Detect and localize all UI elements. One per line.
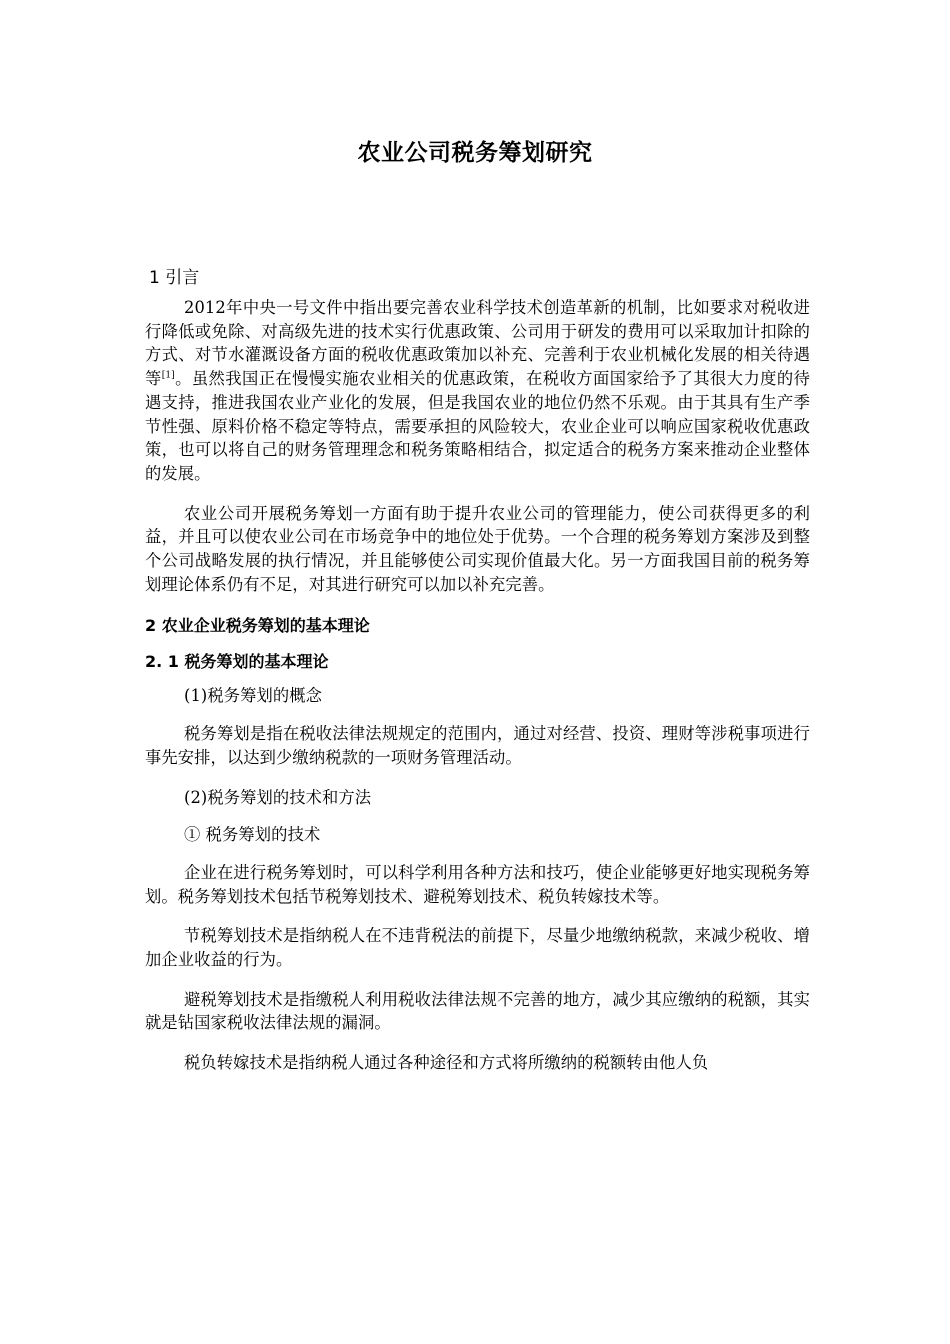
intro-paragraph-1-continued: 。虽然我国正在慢慢实施农业相关的优惠政策，在税收方面国家给予了其很大力度的待遇支持，推进我国农业产业化的发展，但是我国农业的地位仍然不乐观。由于其具有生产季节性强、原料价格不稳定等特点，需要承担的风险较大，农业企业可以响应国家税收优惠政策，也可以将自己的财务管理理念和税务策略相结合，拟定适合的税务方案来推动企业整体的发展。 — [145, 369, 810, 483]
tax-avoidance-paragraph: 避税筹划技术是指缴税人利用税收法律法规不完善的地方，减少其应缴纳的税额，其实就是钻国家税收法律法规的漏洞。 — [145, 989, 810, 1033]
item-techniques-heading: (2)税务筹划的技术和方法 — [184, 787, 372, 807]
techniques-paragraph: 企业在进行税务筹划时，可以科学利用各种方法和技巧，使企业能够更好地实现税务筹划。税务筹划技术包括节税筹划技术、避税筹划技术、税负转嫁技术等。 — [145, 862, 810, 906]
tax-shifting-paragraph: 税负转嫁技术是指纳税人通过各种途径和方式将所缴纳的税额转由他人负 — [184, 1053, 709, 1073]
subsection-heading-2-1: 2. 1 税务筹划的基本理论 — [145, 652, 329, 672]
item-techniques-subheading: ① 税务筹划的技术 — [184, 825, 321, 845]
intro-paragraph-1-text: 2012年中央一号文件中指出要完善农业科学技术创造革新的机制，比如要求对税收进行降低或免除、对高级先进的技术实行优惠政策、公司用于研发的费用可以采取加计扣除的方式、对节水灌溉设备方面的税收优惠政策加以补充、完善利于农业机械化发展的相关待遇等 — [145, 298, 810, 389]
citation-marker: [1] — [161, 370, 175, 381]
document-body — [145, 264, 810, 1091]
tax-saving-paragraph: 节税筹划技术是指纳税人在不违背税法的前提下，尽量少地缴纳税款，来减少税收、增加企业收益的行为。 — [145, 926, 810, 970]
intro-paragraph-2: 农业公司开展税务筹划一方面有助于提升农业公司的管理能力，使公司获得更多的利益，并且可以使农业公司在市场竞争中的地位处于优势。一个合理的税务筹划方案涉及到整个公司战略发展的执行情况，并且能够使公司实现价值最大化。另一方面我国目前的税务筹划理论体系仍有不足，对其进行研究可以加以补充完善。 — [145, 503, 810, 594]
intro-paragraph-1 — [145, 296, 810, 486]
section-heading-theory: 2 农业企业税务筹划的基本理论 — [145, 616, 370, 636]
concept-paragraph: 税务筹划是指在税收法律法规规定的范围内，通过对经营、投资、理财等涉税事项进行事先安排，以达到少缴纳税款的一项财务管理活动。 — [145, 724, 810, 767]
document-title: 农业公司税务筹划研究 — [357, 140, 593, 166]
section-heading-introduction: 1 引言 — [149, 268, 200, 288]
item-concept-heading: (1)税务筹划的概念 — [184, 686, 323, 706]
